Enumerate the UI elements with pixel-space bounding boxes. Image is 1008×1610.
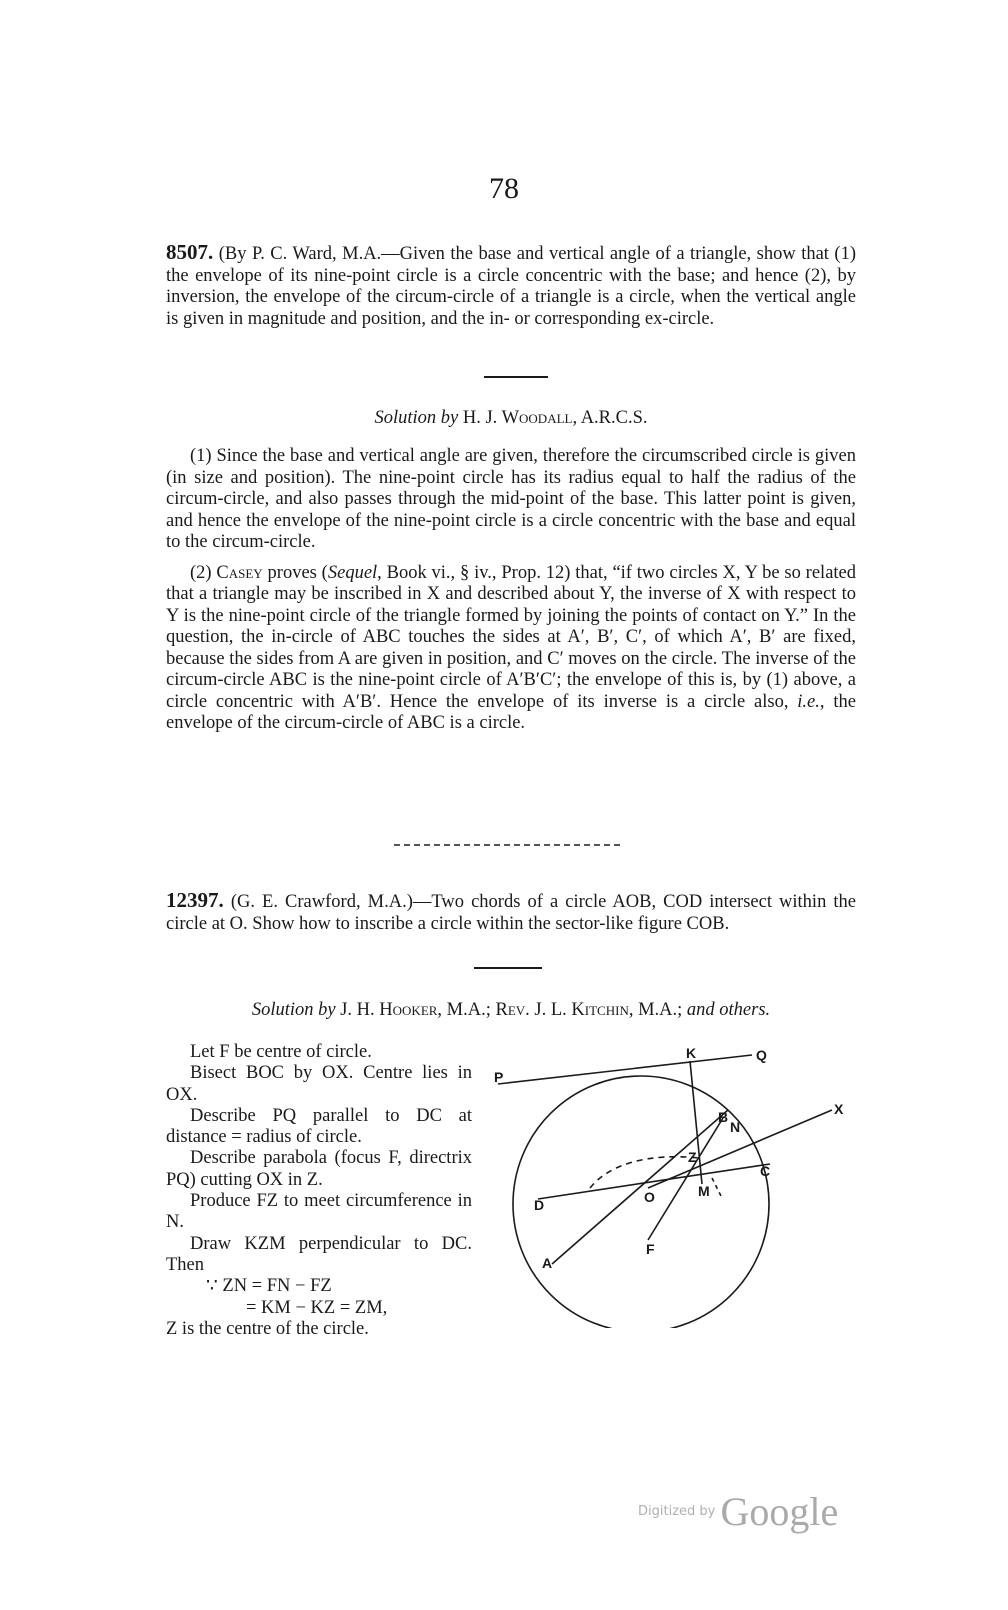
problem-8507-text [166, 242, 856, 330]
dotted-divider [394, 844, 620, 852]
solution-by-label: Solution by [374, 408, 459, 428]
geometry-diagram [490, 1038, 860, 1328]
label-q: Q [756, 1047, 767, 1063]
label-k: K [686, 1045, 697, 1061]
label-z: Z [688, 1149, 697, 1165]
step-line: Produce FZ to meet circumference in N. [166, 1191, 472, 1233]
label-x: X [834, 1101, 844, 1117]
solution-paragraph-1: (1) Since the base and vertical angle are given, therefore the circumscribed circle is given (in size and position). The nine-point circle has its radius equal to half the radius of the circum-circle, and also passes through the mid-point of the base. This latter point is given, and hence the envelope of the nine-point circle is a circle concentric with the base and equal to the circum-circle. [166, 446, 856, 552]
step-line: Let F be centre of circle. [190, 1042, 372, 1062]
solution-paragraph-2 [166, 563, 856, 735]
parabola-arc-right [712, 1178, 722, 1198]
and-others-label: and others. [682, 1000, 771, 1020]
solution-heading-2 [166, 1000, 856, 1022]
line-pq [498, 1055, 752, 1084]
digitized-watermark [638, 1488, 838, 1535]
step-line: Describe PQ parallel to DC at distance = radius of circle. [166, 1105, 472, 1148]
solution-by-label: Solution by [251, 1000, 336, 1020]
section-rule [474, 967, 542, 969]
ie-abbrev: i.e. [797, 691, 820, 712]
label-o: O [644, 1189, 655, 1205]
label-b: B [718, 1109, 729, 1125]
step-line: Bisect BOC by OX. Centre lies in OX. [166, 1063, 472, 1105]
solver-names: J. H. Hooker, M.A.; Rev. J. L. Kitchin, M.A.; [335, 1000, 683, 1020]
problem-12397-text [166, 890, 856, 935]
problem-12397 [166, 890, 856, 935]
problem-8507 [166, 242, 856, 330]
solution-8507 [166, 446, 856, 735]
label-d: D [534, 1197, 545, 1213]
casey-name: Casey [216, 562, 263, 583]
para-prefix: (2) [190, 562, 217, 583]
problem-statement: (By P. C. Ward, M.A.—Given the base and vertical angle of a triangle, show that (1) the envelope of its nine-point circle is a circle concentric with the base; and hence (2), by inversion, the envelope of the circum-circle of a triangle is a circle, when the vertical angle is given in magnitude and position, and the in- or corresponding ex-circle. [166, 244, 856, 329]
problem-number: 8507. [166, 240, 214, 264]
conclusion: Z is the centre of the circle. [166, 1318, 369, 1339]
label-a: A [542, 1255, 553, 1271]
problem-number: 12397. [166, 888, 224, 912]
problem-statement: (G. E. Crawford, M.A.)—Two chords of a circle AOB, COD intersect within the circle at O. Show how to inscribe a circle within the sector-like figure COB. [166, 892, 856, 934]
watermark-prefix: Digitized by [638, 1504, 716, 1519]
label-m: M [698, 1183, 710, 1199]
para-text: , the envelope of the circum-circle of ABC is a circle. [166, 691, 856, 733]
label-n: N [730, 1119, 741, 1135]
label-p: P [494, 1069, 504, 1085]
solver-name: H. J. Woodall, A.R.C.S. [458, 408, 648, 428]
watermark-brand: Google [720, 1489, 839, 1534]
page-number: 78 [489, 172, 519, 205]
para-text: , Book vi., § iv., Prop. 12) that, “if two circles X, Y be so related that a triangle may be inscribed in X and described about Y, the inverse of X with respect to Y is the nine-point circle of the triangle formed by joining the points of contact on Y.” In the question, the in-circle of ABC touches the sides at A′, B′, C′, of which A′, B′ are fixed, because the sides from A are given in position, and C′ moves on the circle. The inverse of the circum-circle ABC is the nine-point circle of A′B′C′; the envelope of this is, by (1) above, a circle concentric with A′B′. Hence the envelope of its inverse is a circle also, [166, 562, 857, 712]
label-f: F [646, 1241, 655, 1257]
para-text: proves ( [262, 562, 328, 583]
main-circle [513, 1076, 769, 1328]
sequel-title: Sequel [327, 562, 378, 583]
label-c: C [760, 1163, 771, 1179]
step-line: Draw KZM perpendicular to DC. Then [166, 1233, 472, 1275]
step-line: Describe parabola (focus F, directrix PQ) cutting OX in Z. [166, 1148, 472, 1190]
equation-1: ∵ ZN = FN − FZ [206, 1276, 332, 1297]
equation-2: = KM − KZ = ZM, [246, 1297, 388, 1318]
solution-12397 [166, 1042, 472, 1340]
solution-heading [166, 408, 856, 430]
section-rule [484, 376, 548, 378]
